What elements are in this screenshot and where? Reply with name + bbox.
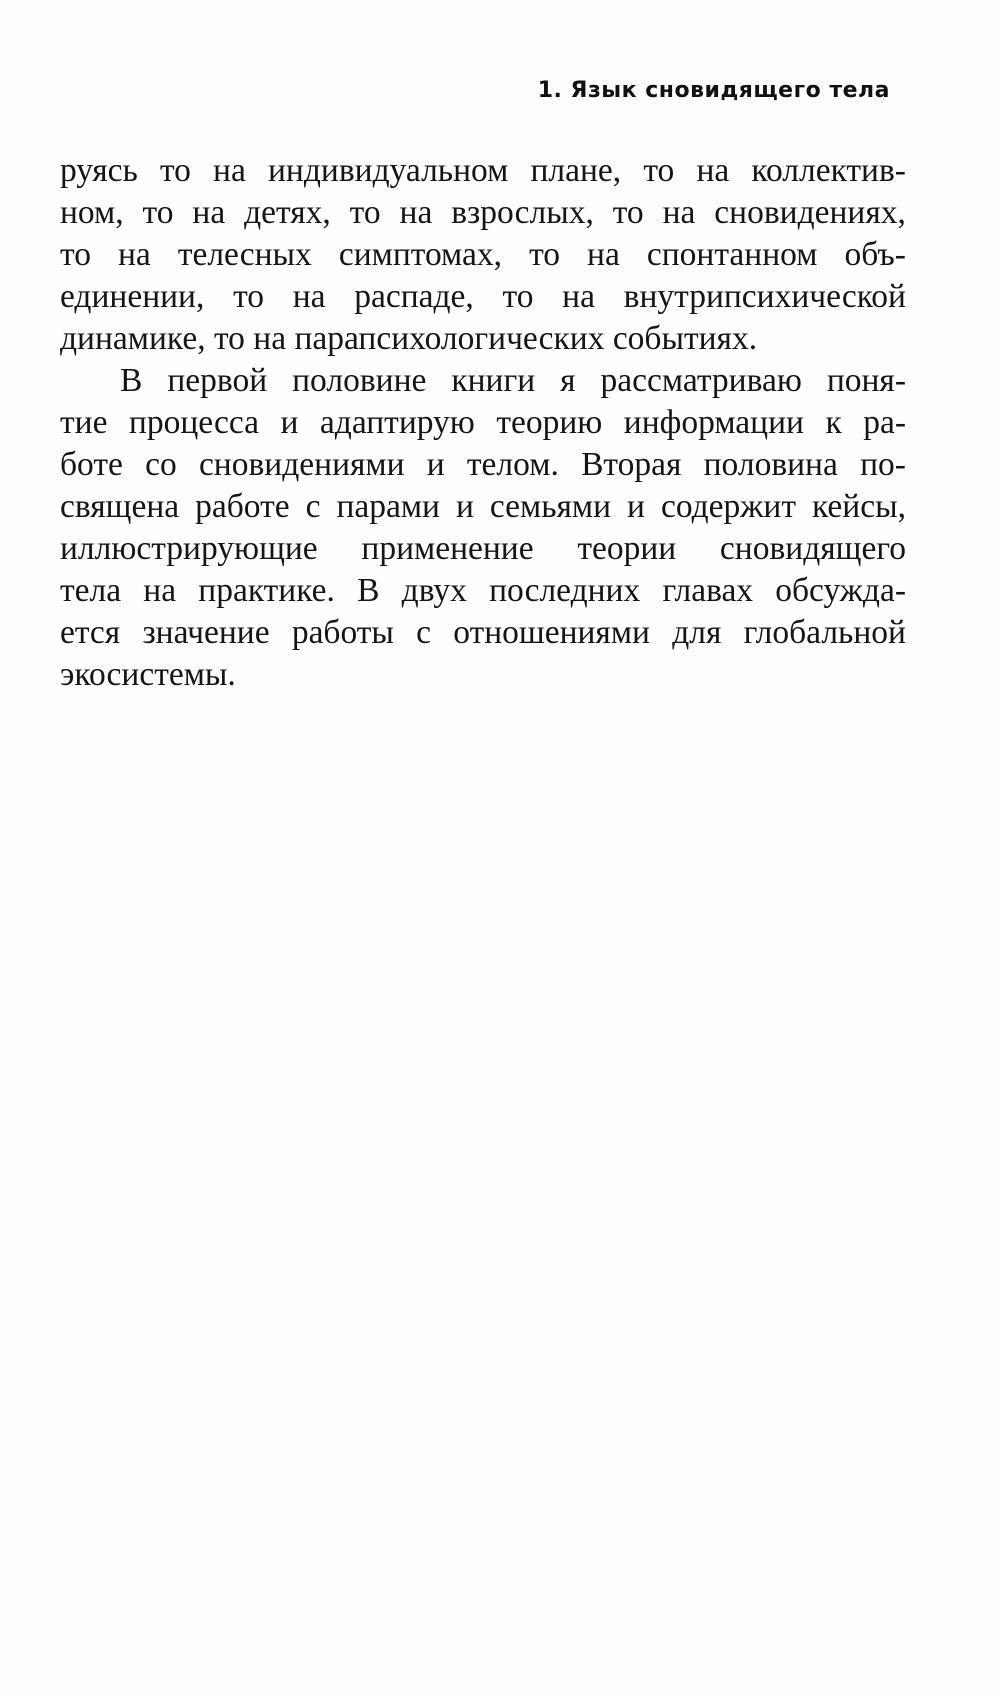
text-line: священа работе с парами и семьями и содержит кейсы, [60,488,906,525]
text-line: иллюстрирующие применение теории сновидящего [60,530,906,567]
text-line: экосистемы. [60,656,236,693]
text-line: тела на практике. В двух последних главах обсужда- [60,572,906,609]
text-line: В первой половине книги я рассматриваю поня- [120,362,906,399]
text-line: руясь то на индивидуальном плане, то на коллектив- [60,152,906,189]
text-line: ется значение работы с отношениями для глобальной [60,614,906,651]
body-text [60,150,906,696]
text-line: то на телесных симптомах, то на спонтанном объ- [60,236,906,273]
text-line: ном, то на детях, то на взрослых, то на сновидениях, [60,194,906,231]
text-line: единении, то на распаде, то на внутрипсихической [60,278,906,315]
text-line: тие процесса и адаптирую теорию информации к ра- [60,404,906,441]
text-line: динамике, то на парапсихологических событиях. [60,320,758,357]
text-line: боте со сновидениями и телом. Вторая половина по- [60,446,906,483]
running-head: 1. Язык сновидящего тела [537,78,890,103]
